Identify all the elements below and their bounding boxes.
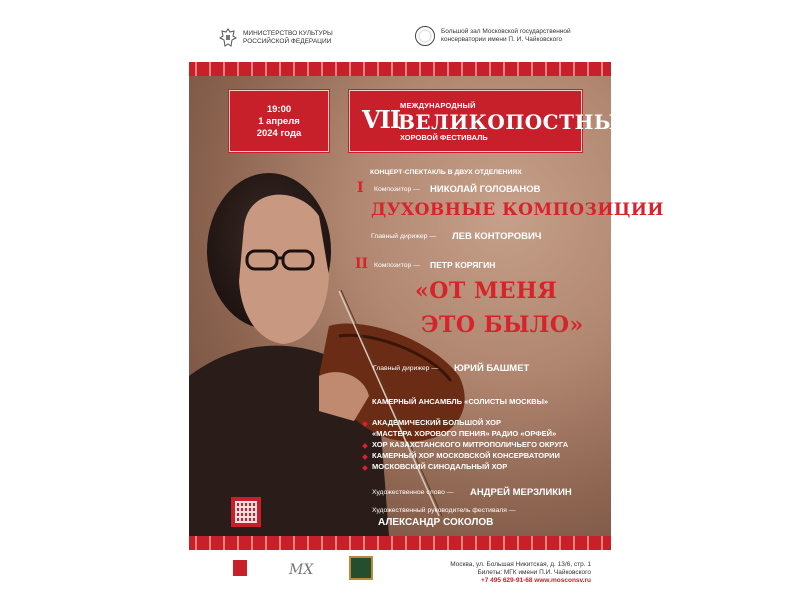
footer-site[interactable]: www.mosconsv.ru: [534, 577, 591, 584]
ministry-name: МИНИСТЕРСТВО КУЛЬТУРЫ РОССИЙСКОЙ ФЕДЕРАЦИИ: [243, 30, 333, 45]
qr-code[interactable]: [231, 497, 261, 527]
footer-address: Москва, ул. Большая Никитская, д. 13/6, стр. 1: [450, 561, 591, 568]
ornament-band-top: [189, 62, 611, 76]
ensemble-name: КАМЕРНЫЙ АНСАМБЛЬ «СОЛИСТЫ МОСКВЫ»: [372, 397, 549, 406]
choir-item: «МАСТЕРА ХОРОВОГО ПЕНИЯ» РАДИО «ОРФЕЙ»: [372, 429, 557, 438]
concert-time: 19:00: [266, 104, 292, 115]
concert-day: 1 апреля: [258, 116, 300, 127]
poster-footer: [189, 550, 611, 600]
part2-conductor-label: Главный дирижер —: [373, 365, 439, 372]
qr-code-icon: [235, 501, 257, 523]
director-label: Художественный руководитель фестиваля —: [372, 507, 516, 514]
part2-work-line2: ЭТО БЫЛО»: [421, 312, 584, 338]
festival-title-box: [349, 90, 638, 152]
word-artist: АНДРЕЙ МЕРЗЛИКИН: [470, 487, 572, 498]
partner-logo-2-icon: МХ: [289, 562, 314, 578]
conservatory-logo: [415, 26, 591, 46]
ministry-logo: [219, 28, 353, 48]
ornament-band-bottom: [189, 536, 611, 550]
part1-roman: I: [357, 180, 364, 196]
part2-conductor: ЮРИЙ БАШМЕТ: [454, 363, 530, 374]
footer-phone[interactable]: +7 495 629-91-68: [480, 577, 533, 584]
partner-logo-1-icon: [233, 560, 247, 576]
word-label: Художественное слово —: [372, 489, 454, 496]
part2-work-line1: «ОТ МЕНЯ: [415, 278, 558, 304]
part2-roman: II: [355, 256, 369, 272]
part1-conductor: ЛЕВ КОНТОРОВИЧ: [452, 231, 542, 242]
festival-line2: ХОРОВОЙ ФЕСТИВАЛЬ: [400, 133, 488, 142]
part2-composer-label: Композитор —: [374, 262, 420, 269]
conservatory-seal-icon: [415, 26, 435, 46]
footer-contacts: [450, 561, 591, 585]
part1-composer-label: Композитор —: [374, 186, 420, 193]
footer-tickets: Билеты: МГК имени П.И. Чайковского: [477, 569, 591, 576]
choir-item: ХОР КАЗАХСТАНСКОГО МИТРОПОЛИЧЬЕГО ОКРУГА: [372, 440, 569, 449]
partner-logo-3-icon: [349, 556, 373, 580]
festival-director: АЛЕКСАНДР СОКОЛОВ: [378, 517, 494, 528]
poster-header: [189, 0, 611, 62]
festival-name: ВЕЛИКОПОСТНЫЙ: [398, 110, 638, 134]
part1-composer: НИКОЛАЙ ГОЛОВАНОВ: [430, 184, 541, 195]
part2-composer: ПЕТР КОРЯГИН: [430, 260, 496, 270]
choir-item: АКАДЕМИЧЕСКИЙ БОЛЬШОЙ ХОР: [372, 418, 501, 427]
hall-name: Большой зал Московской государственной консерватории имени П. И. Чайковского: [441, 28, 571, 43]
festival-line1: МЕЖДУНАРОДНЫЙ: [400, 101, 476, 110]
date-box: [229, 90, 329, 152]
festival-number: VII: [362, 105, 401, 134]
concert-year: 2024 года: [256, 128, 302, 139]
choir-item: МОСКОВСКИЙ СИНОДАЛЬНЫЙ ХОР: [372, 462, 508, 471]
part1-conductor-label: Главный дирижер —: [371, 233, 437, 240]
eagle-emblem-icon: [219, 28, 237, 48]
part1-work: ДУХОВНЫЕ КОМПОЗИЦИИ: [371, 200, 664, 220]
violinist-photo: [189, 76, 664, 536]
festival-poster: [189, 0, 664, 600]
choir-item: КАМЕРНЫЙ ХОР МОСКОВСКОЙ КОНСЕРВАТОРИИ: [372, 451, 560, 460]
program-kind: КОНЦЕРТ-СПЕКТАКЛЬ В ДВУХ ОТДЕЛЕНИЯХ: [370, 169, 522, 176]
